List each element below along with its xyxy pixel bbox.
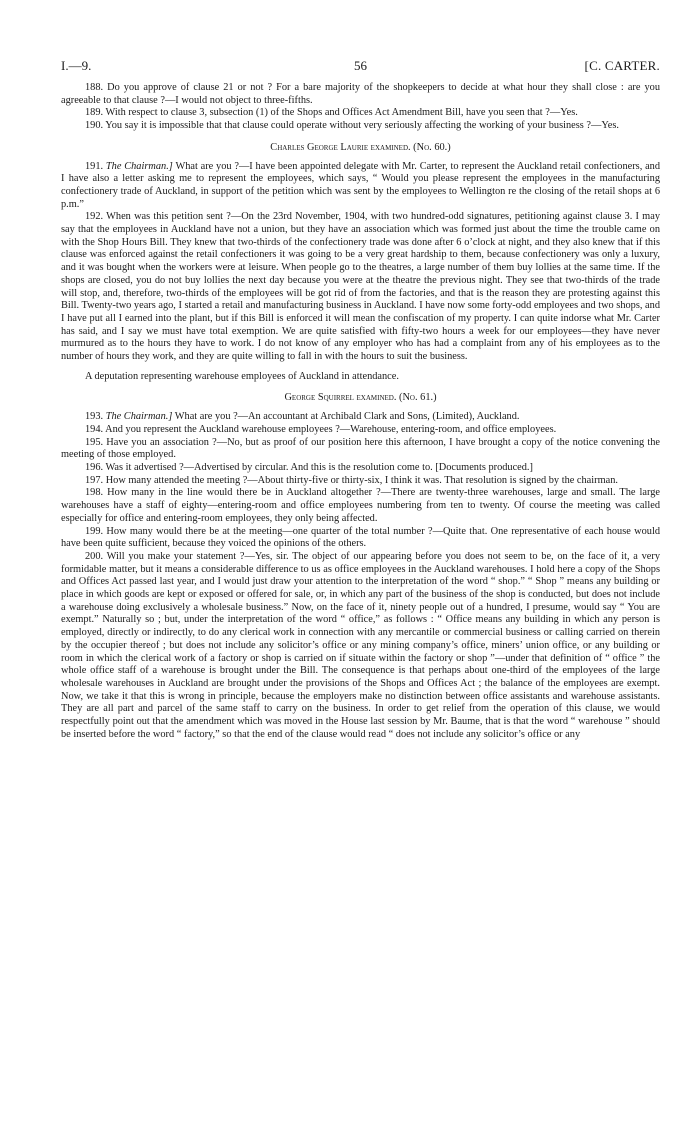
witness-heading-laurie: Charles George Laurie examined. (No. 60.): [270, 141, 451, 153]
paragraph-197: 197. How many attended the meeting ?—About thirty-five or thirty-six, I think it was. That resolution is signed by the chairman.: [85, 474, 618, 486]
header-page-number: 56: [354, 58, 367, 73]
paragraph-191: [61, 161, 660, 212]
paragraph-193: [61, 411, 660, 424]
header-witness-name: [C. CARTER.: [584, 58, 660, 73]
paragraph-196: 196. Was it advertised ?—Advertised by circular. And this is the resolution come to. [Documents produced.]: [85, 461, 533, 473]
question-number: 193.: [85, 411, 104, 423]
speaker-chairman: The Chairman.]: [105, 160, 173, 172]
paragraph-195: 195. Have you an association ?—No, but as proof of our position here this afternoon, I have brought a copy of the notice convening the meeting of those employed.: [61, 436, 660, 461]
question-number: 191.: [85, 160, 104, 172]
header-paper-number: I.—9.: [61, 58, 92, 73]
paragraph-194: 194. And you represent the Auckland warehouse employees ?—Warehouse, entering-room, and office employees.: [85, 423, 557, 435]
speaker-chairman: The Chairman.]: [105, 411, 173, 423]
witness-heading-squirrel: George Squirrel examined. (No. 61.): [284, 392, 437, 404]
paragraph-190: 190. You say it is impossible that that clause could operate without very seriously affecting the working of your business ?—Yes.: [85, 120, 619, 132]
paragraph-text: What are you ?—An accountant at Archibald Clark and Sons, (Limited), Auckland.: [174, 411, 520, 423]
running-header: [61, 58, 660, 74]
deputation-note: A deputation representing warehouse employees of Auckland in attendance.: [85, 370, 399, 382]
paragraph-188: 188. Do you approve of clause 21 or not ? For a bare majority of the shopkeepers to decide at what hour they shall close : are you agreeable to that clause ?—I would not object to three-fifths.: [61, 82, 660, 106]
paragraph-189: 189. With respect to clause 3, subsection (1) of the Shops and Offices Act Amendment Bill, have you seen that ?—Yes.: [85, 107, 578, 119]
paragraph-199: 199. How many would there be at the meeting—one quarter of the total number ?—Quite that. One representative of each house would have been quite sufficient, because they voiced the opinions of the others.: [61, 525, 660, 550]
paragraph-200: 200. Will you make your statement ?—Yes, sir. The object of our appearing before you does not seem to be, on the face of it, a very formidable matter, but it means a considerable difference to us as office employees in the Auckland warehouses. I hold here a copy of the Shops and Offices Act passed last year, and I would just draw your attention to the interpretation of the word “ shop.” “ Shop ” means any building or place in which goods are kept or exposed or offered for sale, or, in which any part of the business of the shop is conducted, but does not include a warehouse doing exclusively a wholesale business.” Now, on the face of it, ninety people out of a hundred, I presume, would say “ You are exempt.” Naturally so ; but, under the interpretation of the word “ office,” as follows : “ Office means any building in which any person is employed, directly or indirectly, to do any clerical work in connection with any mercantile or commercial business or calling carried on therein by the occupier thereof ; but does not include any solicitor’s office or any mining company’s office, miners’ union office, or any building or room in which the clerical work of a factory or shop is carried on if situate within the factory or shop ”—under that definition of “ office ” the whole office staff of a warehouse is brought under the Bill. The consequence is that perhaps about one-third of the employees of the large wholesale warehouses in Auckland are brought under the provisions of the Shops and Offices Act ; the balance of the employees are exempt. Now, we take it that this is wrong in principle, because the employers make no distinction between office assistants and warehouse assistants. They are all part and parcel of the same staff to carry on the business. In order to get relief from the operation of this clause, we would respectfully point out that the amendment which was moved in the House last session by Mr. Baume, that is that the word “ warehouse ” should be inserted before the word “ factory,” so that the end of the clause would read “ does not include any solicitor’s office or any: [61, 550, 660, 740]
paragraph-198: 198. How many in the line would there be in Auckland altogether ?—There are twenty-three warehouses, large and small. The large warehouses have a staff of eighty—entering-room and office employees numbering from ten to twenty. Of course the meeting was called especially for office and entering-room employees, they only being affected.: [61, 487, 660, 524]
paragraph-text: What are you ?—I have been appointed delegate with Mr. Carter, to represent the Auckland retail confectioners, and I have also a letter asking me to represent the employees, which says, “ Would you please represent the employees in the manufacturing confectionery trade of Auckland, in support of the petition which was sent by the employees to Wellington re the closing of the retail shops at 6 p.m.”: [61, 160, 661, 210]
paragraph-192: 192. When was this petition sent ?—On the 23rd November, 1904, with two hundred-odd signatures, petitioning against clause 3. I may say that the employees in Auckland have not a union, but they have an association which was formed just about the time the trouble came on with the Shop Hours Bill. They knew that two-thirds of the confectionery trade was done after 6 o’clock at night, and they also knew that if this clause was enforced against the retail confectioners it was going to be a very great hardship to them, because confectionery was only a luxury, and it was bought when the workers were at leisure. When people go to the theatres, a large number of them buy lollies at the same time. If the shops are closed, you do not buy lollies the next day because you were at the theatre the previous night. They see that two-thirds of the trade will stop, and, therefore, two-thirds of the employees will be got rid of from the factories, and that is the reason they are protesting against this Bill. Twenty-two years ago, I started a retail and manufacturing business in Auckland. I have now some forty-odd employees and two shops, and I have put all I earned into the plant, but if this Bill is enforced it will mean the confiscation of my property. I can quite indorse what Mr. Carter has said, and I say we must have total exemption. We are quite satisfied with fifty-two hours a week for our employees—they have never murmured as to the hours they have to work. I do not know of any employer who has had a complaint from any of his employees as to the number of hours they work, and they are quite willing to fall in with the hours to suit the business.: [61, 211, 660, 363]
